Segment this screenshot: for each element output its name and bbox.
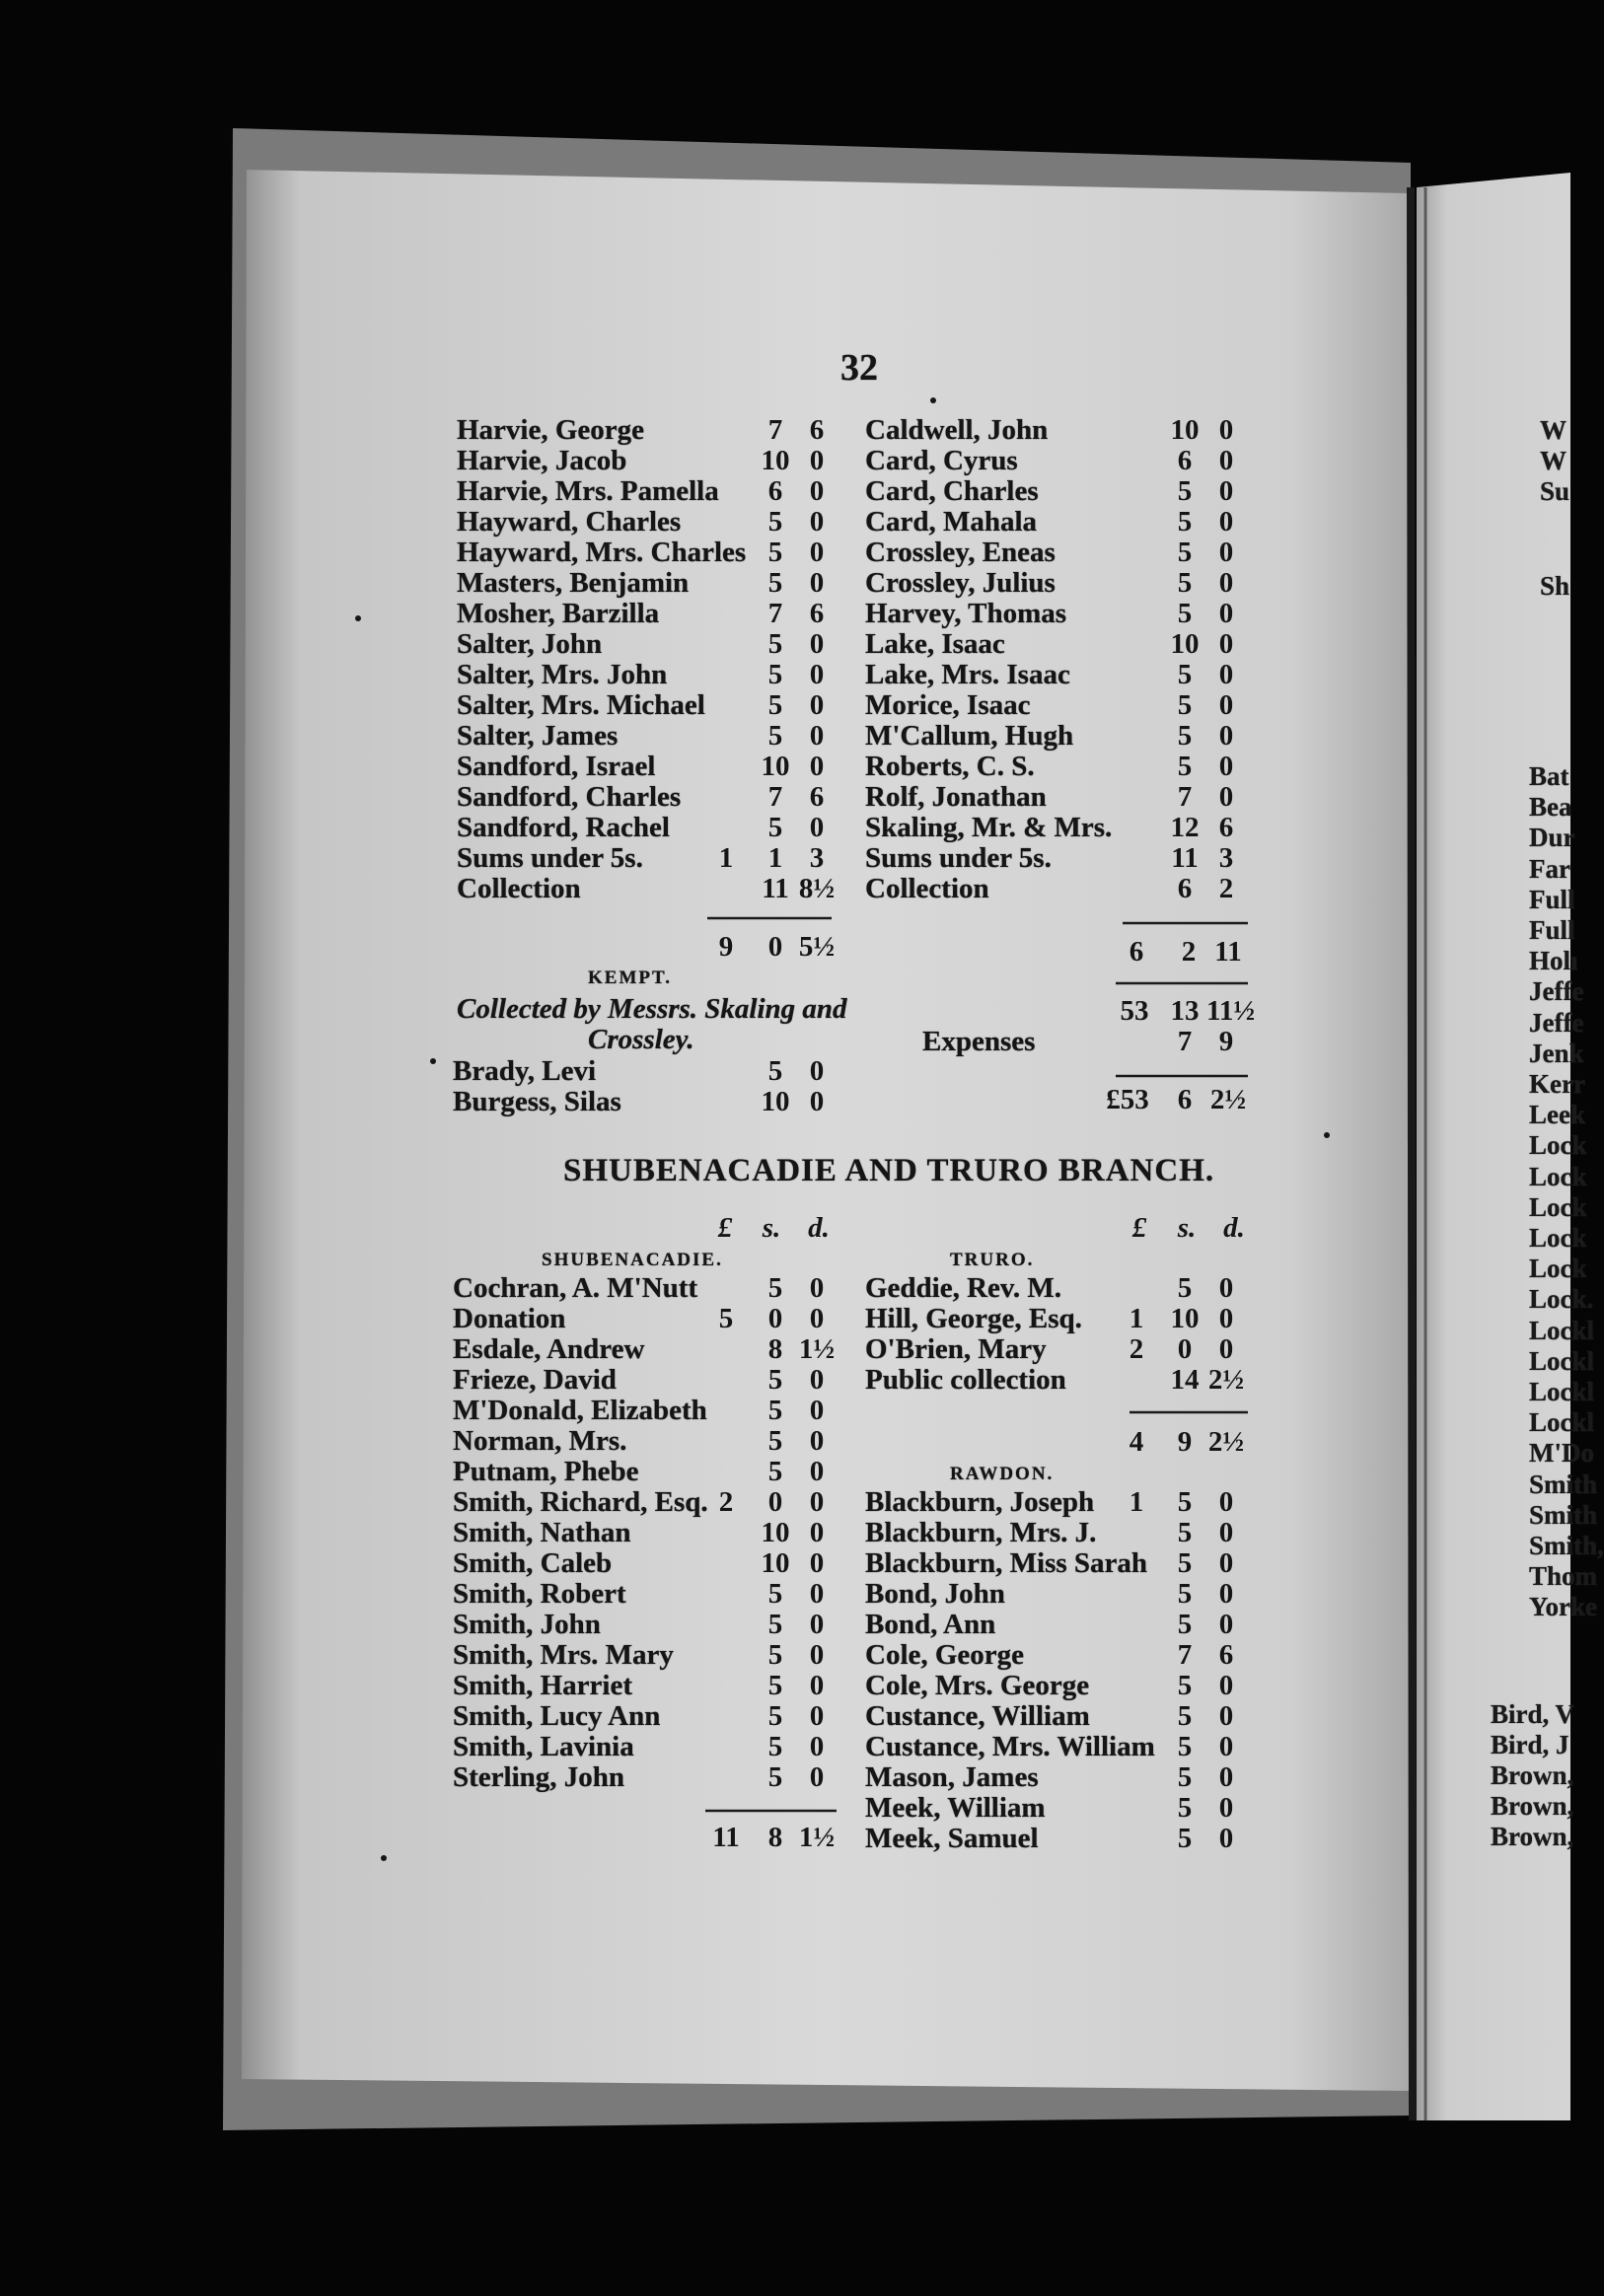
currency-shilling-left: s. bbox=[762, 1212, 781, 1244]
left-entry-name: Sums under 5s. bbox=[457, 842, 643, 874]
rawdon-entry-pence: 0 bbox=[1218, 1761, 1234, 1793]
truro-entry-shillings: 10 bbox=[1170, 1303, 1200, 1334]
left-entry-pounds: 1 bbox=[718, 842, 734, 874]
left-entry-pence: 6 bbox=[809, 414, 825, 446]
kempt-heading: KEMPT. bbox=[588, 968, 673, 988]
left-entry-pence: 0 bbox=[809, 506, 825, 538]
truro-entry-name: O'Brien, Mary bbox=[865, 1333, 1047, 1365]
facing-page-fragment: Lock. bbox=[1529, 1284, 1594, 1315]
right-entry-shillings: 5 bbox=[1177, 598, 1193, 629]
left-entry-shillings: 5 bbox=[767, 689, 783, 721]
left-entry-shillings: 6 bbox=[767, 475, 783, 507]
kempt-entry-name: Brady, Levi bbox=[453, 1055, 597, 1087]
right-entry-pence: 0 bbox=[1218, 506, 1234, 538]
left-entry-shillings: 1 bbox=[767, 842, 783, 874]
facing-page-fragment: Lock bbox=[1529, 1161, 1587, 1191]
right-entry-name: Skaling, Mr. & Mrs. bbox=[865, 812, 1113, 843]
rawdon-entry-pence: 0 bbox=[1218, 1670, 1234, 1701]
right-entry-pence: 0 bbox=[1218, 537, 1234, 568]
left-entry-pence: 0 bbox=[809, 689, 825, 721]
right-entry-pence: 0 bbox=[1218, 781, 1234, 813]
right-entry-name: Harvey, Thomas bbox=[865, 598, 1067, 629]
right-entry-shillings: 5 bbox=[1177, 567, 1193, 599]
facing-page-fragment: Lockl bbox=[1529, 1315, 1595, 1345]
right-entry-shillings: 12 bbox=[1170, 812, 1200, 843]
right-entry-pence: 0 bbox=[1218, 720, 1234, 752]
left-entry-pence: 3 bbox=[809, 842, 825, 874]
right-entry-name: Morice, Isaac bbox=[865, 689, 1031, 721]
rawdon-entry-pence: 0 bbox=[1218, 1823, 1234, 1854]
right-entry-shillings: 5 bbox=[1177, 475, 1193, 507]
shubenacadie-entry-name: Norman, Mrs. bbox=[453, 1425, 627, 1457]
shubenacadie-entry-shillings: 0 bbox=[767, 1486, 783, 1518]
shubenacadie-total-pence: 1½ bbox=[798, 1822, 836, 1853]
facing-page-fragment: Su bbox=[1540, 476, 1570, 506]
shubenacadie-total-shillings: 8 bbox=[767, 1822, 783, 1853]
facing-page-fragment: Jeffe bbox=[1529, 976, 1584, 1007]
right-entry-name: M'Callum, Hugh bbox=[865, 720, 1074, 752]
left-entry-pence: 0 bbox=[809, 812, 825, 843]
rawdon-entry-name: Meek, Samuel bbox=[865, 1823, 1039, 1854]
shubenacadie-entry-shillings: 5 bbox=[767, 1395, 783, 1426]
right-entry-shillings: 5 bbox=[1177, 537, 1193, 568]
left-entry-pence: 0 bbox=[809, 720, 825, 752]
left-entry-pence: 6 bbox=[809, 781, 825, 813]
right-entry-pence: 0 bbox=[1218, 751, 1234, 782]
right-entry-pence: 0 bbox=[1218, 598, 1234, 629]
shubenacadie-entry-shillings: 5 bbox=[767, 1731, 783, 1762]
shubenacadie-entry-name: Smith, Lavinia bbox=[453, 1731, 634, 1762]
left-entry-shillings: 10 bbox=[761, 751, 790, 782]
right-entry-shillings: 5 bbox=[1177, 751, 1193, 782]
rawdon-entry-shillings: 7 bbox=[1177, 1639, 1193, 1671]
kempt-entry-name: Burgess, Silas bbox=[453, 1086, 621, 1117]
rawdon-entry-shillings: 5 bbox=[1177, 1578, 1193, 1610]
right-entry-name: Caldwell, John bbox=[865, 414, 1049, 446]
right-entry-name: Card, Charles bbox=[865, 475, 1039, 507]
rawdon-entry-pence: 0 bbox=[1218, 1609, 1234, 1640]
facing-page-fragment: Full bbox=[1529, 915, 1575, 945]
rawdon-entry-pence: 0 bbox=[1218, 1731, 1234, 1762]
shubenacadie-entry-shillings: 5 bbox=[767, 1578, 783, 1610]
facing-page-fragment: Lock bbox=[1529, 1254, 1587, 1284]
right-entry-shillings: 10 bbox=[1170, 414, 1200, 446]
facing-page-fragment: Leek bbox=[1529, 1100, 1585, 1130]
facing-page-fragment: Dur bbox=[1529, 823, 1575, 853]
shubenacadie-entry-pence: 0 bbox=[809, 1303, 825, 1334]
facing-page-fragment: Smith, bbox=[1529, 1531, 1604, 1560]
rawdon-heading: RAWDON. bbox=[950, 1464, 1055, 1484]
left-entry-shillings: 5 bbox=[767, 812, 783, 843]
shubenacadie-entry-name: Smith, Richard, Esq. bbox=[453, 1486, 708, 1518]
rawdon-entry-shillings: 5 bbox=[1177, 1823, 1193, 1854]
shubenacadie-entry-shillings: 8 bbox=[767, 1333, 783, 1365]
rawdon-entry-name: Custance, William bbox=[865, 1700, 1090, 1732]
left-total-pounds: 9 bbox=[718, 931, 734, 963]
rawdon-entry-shillings: 5 bbox=[1177, 1761, 1193, 1793]
rawdon-entry-name: Blackburn, Miss Sarah bbox=[865, 1547, 1148, 1579]
truro-total-pence: 2½ bbox=[1207, 1426, 1245, 1458]
right-total-shillings: 13 bbox=[1170, 995, 1200, 1027]
right-entry-name: Lake, Mrs. Isaac bbox=[865, 659, 1070, 690]
right-entry-pence: 3 bbox=[1218, 842, 1234, 874]
rawdon-entry-name: Bond, Ann bbox=[865, 1609, 996, 1640]
shubenacadie-entry-pence: 0 bbox=[809, 1517, 825, 1548]
right-entry-pence: 0 bbox=[1218, 475, 1234, 507]
rawdon-entry-name: Blackburn, Joseph bbox=[865, 1486, 1095, 1518]
right-entry-shillings: 10 bbox=[1170, 628, 1200, 660]
shubenacadie-entry-shillings: 5 bbox=[767, 1670, 783, 1701]
currency-pound-left: £ bbox=[717, 1212, 733, 1244]
left-entry-shillings: 7 bbox=[767, 781, 783, 813]
truro-entry-pence: 0 bbox=[1218, 1272, 1234, 1304]
facing-page-fragment: Bat bbox=[1529, 761, 1569, 791]
left-entry-pence: 0 bbox=[809, 751, 825, 782]
left-entry-shillings: 5 bbox=[767, 537, 783, 568]
rawdon-entry-name: Custance, Mrs. William bbox=[865, 1731, 1155, 1762]
currency-pound-right: £ bbox=[1131, 1212, 1147, 1244]
shubenacadie-entry-pence: 0 bbox=[809, 1547, 825, 1579]
facing-page-fragment: Full bbox=[1529, 884, 1575, 914]
right-entry-pence: 0 bbox=[1218, 659, 1234, 690]
shubenacadie-entry-name: Cochran, A. M'Nutt bbox=[453, 1272, 698, 1304]
right-total-pence: 11½ bbox=[1206, 995, 1256, 1027]
facing-page-fragment: Brown, bbox=[1491, 1822, 1574, 1851]
left-entry-shillings: 5 bbox=[767, 659, 783, 690]
right-entry-name: Rolf, Jonathan bbox=[865, 781, 1047, 813]
rawdon-entry-name: Mason, James bbox=[865, 1761, 1039, 1793]
left-entry-pence: 0 bbox=[809, 628, 825, 660]
right-entry-pence: 0 bbox=[1218, 628, 1234, 660]
kempt-collected-line1: Collected by Messrs. Skaling and bbox=[457, 993, 847, 1025]
left-entry-name: Collection bbox=[457, 873, 581, 904]
shubenacadie-entry-shillings: 5 bbox=[767, 1272, 783, 1304]
left-entry-name: Hayward, Charles bbox=[457, 506, 682, 538]
shubenacadie-heading: SHUBENACADIE. bbox=[542, 1250, 723, 1270]
kempt-entry-pence: 0 bbox=[809, 1086, 825, 1117]
shubenacadie-entry-pence: 0 bbox=[809, 1731, 825, 1762]
facing-page-fragment: Brown, bbox=[1491, 1791, 1574, 1821]
right-entry-pence: 0 bbox=[1218, 445, 1234, 476]
left-entry-shillings: 5 bbox=[767, 628, 783, 660]
currency-shilling-right: s. bbox=[1177, 1212, 1197, 1244]
truro-entry-pence: 0 bbox=[1218, 1303, 1234, 1334]
currency-pence-right: d. bbox=[1223, 1212, 1245, 1244]
truro-entry-shillings: 5 bbox=[1177, 1272, 1193, 1304]
shubenacadie-entry-pence: 0 bbox=[809, 1364, 825, 1396]
facing-page-fragment: Bird, V bbox=[1491, 1699, 1575, 1729]
shubenacadie-entry-pounds: 5 bbox=[718, 1303, 734, 1334]
rawdon-entry-shillings: 5 bbox=[1177, 1670, 1193, 1701]
truro-entry-name: Public collection bbox=[865, 1364, 1066, 1396]
truro-total-shillings: 9 bbox=[1177, 1426, 1193, 1458]
right-subtotal-pounds: 6 bbox=[1129, 936, 1144, 968]
right-entry-name: Sums under 5s. bbox=[865, 842, 1052, 874]
facing-page-fragment: Kerr bbox=[1529, 1069, 1585, 1099]
right-entry-name: Crossley, Eneas bbox=[865, 537, 1056, 568]
left-entry-name: Hayward, Mrs. Charles bbox=[457, 537, 747, 568]
facing-page-fragment: Brown, bbox=[1491, 1760, 1574, 1790]
shubenacadie-entry-pence: 0 bbox=[809, 1272, 825, 1304]
shubenacadie-total-pounds: 11 bbox=[712, 1822, 740, 1853]
truro-entry-pounds: 2 bbox=[1129, 1333, 1144, 1365]
left-entry-name: Harvie, Mrs. Pamella bbox=[457, 475, 719, 507]
left-entry-shillings: 5 bbox=[767, 506, 783, 538]
rawdon-entry-name: Blackburn, Mrs. J. bbox=[865, 1517, 1097, 1548]
left-entry-pence: 0 bbox=[809, 445, 825, 476]
right-entry-name: Crossley, Julius bbox=[865, 567, 1056, 599]
shubenacadie-entry-name: M'Donald, Elizabeth bbox=[453, 1395, 707, 1426]
kempt-entry-shillings: 10 bbox=[761, 1086, 790, 1117]
shubenacadie-entry-name: Frieze, David bbox=[453, 1364, 617, 1396]
left-entry-pence: 6 bbox=[809, 598, 825, 629]
left-entry-shillings: 7 bbox=[767, 598, 783, 629]
shubenacadie-entry-shillings: 5 bbox=[767, 1609, 783, 1640]
grand-total-pounds: £53 bbox=[1106, 1084, 1149, 1115]
rawdon-entry-shillings: 5 bbox=[1177, 1547, 1193, 1579]
right-subtotal-pence: 11 bbox=[1214, 936, 1242, 968]
rawdon-entry-pounds: 1 bbox=[1129, 1486, 1144, 1518]
expenses-shillings: 7 bbox=[1177, 1026, 1193, 1057]
right-entry-shillings: 5 bbox=[1177, 506, 1193, 538]
rawdon-entry-pence: 0 bbox=[1218, 1517, 1234, 1548]
right-total-pounds: 53 bbox=[1120, 995, 1149, 1027]
currency-pence-left: d. bbox=[808, 1212, 830, 1244]
truro-entry-pence: 0 bbox=[1218, 1333, 1234, 1365]
facing-page-fragment: W bbox=[1540, 415, 1567, 445]
facing-page-fragment: Smith bbox=[1529, 1499, 1598, 1530]
shubenacadie-entry-name: Esdale, Andrew bbox=[453, 1333, 645, 1365]
right-entry-shillings: 5 bbox=[1177, 659, 1193, 690]
right-entry-shillings: 11 bbox=[1171, 842, 1199, 874]
rawdon-entry-name: Bond, John bbox=[865, 1578, 1005, 1610]
branch-title-text: SHUBENACADIE AND TRURO BRANCH. bbox=[563, 1153, 1215, 1188]
shubenacadie-entry-name: Smith, Lucy Ann bbox=[453, 1700, 661, 1732]
shubenacadie-entry-shillings: 5 bbox=[767, 1456, 783, 1487]
left-page bbox=[242, 170, 1409, 2091]
right-entry-name: Roberts, C. S. bbox=[865, 751, 1035, 782]
right-subtotal-shillings: 2 bbox=[1181, 936, 1197, 968]
shubenacadie-entry-pence: 0 bbox=[809, 1395, 825, 1426]
facing-page-fragment: Bea bbox=[1529, 792, 1572, 823]
shubenacadie-entry-name: Smith, Nathan bbox=[453, 1517, 631, 1548]
right-entry-shillings: 6 bbox=[1177, 873, 1193, 904]
right-entry-name: Card, Cyrus bbox=[865, 445, 1018, 476]
shubenacadie-entry-pence: 0 bbox=[809, 1425, 825, 1457]
rawdon-entry-shillings: 5 bbox=[1177, 1486, 1193, 1518]
shubenacadie-entry-name: Donation bbox=[453, 1303, 566, 1334]
shubenacadie-entry-name: Smith, John bbox=[453, 1609, 601, 1640]
facing-page-fragment: Far bbox=[1529, 853, 1570, 884]
truro-entry-shillings: 14 bbox=[1170, 1364, 1200, 1396]
shubenacadie-entry-pence: 0 bbox=[809, 1670, 825, 1701]
shubenacadie-entry-shillings: 0 bbox=[767, 1303, 783, 1334]
shubenacadie-entry-shillings: 10 bbox=[761, 1517, 790, 1548]
facing-page-fragment: Lockl bbox=[1529, 1407, 1595, 1438]
kempt-entry-pence: 0 bbox=[809, 1055, 825, 1087]
grand-total-pence: 2½ bbox=[1209, 1084, 1247, 1115]
expenses-label: Expenses bbox=[922, 1026, 1036, 1057]
facing-page-fragment: Lock bbox=[1529, 1223, 1587, 1253]
right-entry-shillings: 7 bbox=[1177, 781, 1193, 813]
kempt-collected-line2: Crossley. bbox=[588, 1024, 694, 1055]
left-entry-shillings: 7 bbox=[767, 414, 783, 446]
rawdon-entry-name: Cole, George bbox=[865, 1639, 1025, 1671]
facing-page-fragment: Bird, J bbox=[1491, 1730, 1569, 1759]
left-entry-name: Salter, John bbox=[457, 628, 603, 660]
truro-entry-shillings: 0 bbox=[1177, 1333, 1193, 1365]
right-entry-pence: 0 bbox=[1218, 689, 1234, 721]
shubenacadie-entry-name: Smith, Caleb bbox=[453, 1547, 613, 1579]
left-total-shillings: 0 bbox=[767, 931, 783, 963]
left-entry-name: Masters, Benjamin bbox=[457, 567, 690, 599]
rawdon-entry-pence: 0 bbox=[1218, 1700, 1234, 1732]
facing-page-fragment: Lockl bbox=[1529, 1377, 1595, 1406]
left-entry-shillings: 5 bbox=[767, 720, 783, 752]
shubenacadie-entry-pence: 0 bbox=[809, 1578, 825, 1610]
grand-total-shillings: 6 bbox=[1177, 1084, 1193, 1115]
shubenacadie-entry-shillings: 5 bbox=[767, 1639, 783, 1671]
page-number: 32 bbox=[840, 347, 878, 389]
shubenacadie-entry-pence: 0 bbox=[809, 1761, 825, 1793]
right-entry-name: Collection bbox=[865, 873, 989, 904]
shubenacadie-entry-name: Sterling, John bbox=[453, 1761, 625, 1793]
rawdon-entry-pence: 6 bbox=[1218, 1639, 1234, 1671]
left-entry-name: Mosher, Barzilla bbox=[457, 598, 660, 629]
rawdon-entry-name: Cole, Mrs. George bbox=[865, 1670, 1090, 1701]
left-entry-pence: 8½ bbox=[798, 873, 836, 904]
right-entry-pence: 2 bbox=[1218, 873, 1234, 904]
book-gutter bbox=[1411, 187, 1413, 2120]
facing-page-fragment: M'Do bbox=[1529, 1438, 1594, 1469]
right-entry-shillings: 5 bbox=[1177, 689, 1193, 721]
left-entry-name: Harvie, George bbox=[457, 414, 645, 446]
shubenacadie-entry-name: Smith, Mrs. Mary bbox=[453, 1639, 674, 1671]
facing-page-fragment: Thom bbox=[1529, 1561, 1598, 1592]
left-entry-name: Salter, Mrs. Michael bbox=[457, 689, 705, 721]
shubenacadie-entry-name: Putnam, Phebe bbox=[453, 1456, 639, 1487]
shubenacadie-entry-shillings: 5 bbox=[767, 1700, 783, 1732]
rawdon-entry-pence: 0 bbox=[1218, 1578, 1234, 1610]
shubenacadie-entry-pence: 0 bbox=[809, 1486, 825, 1518]
shubenacadie-entry-shillings: 5 bbox=[767, 1761, 783, 1793]
truro-entry-name: Hill, George, Esq. bbox=[865, 1303, 1082, 1334]
left-entry-name: Sandford, Rachel bbox=[457, 812, 670, 843]
rawdon-entry-shillings: 5 bbox=[1177, 1792, 1193, 1824]
left-entry-name: Sandford, Israel bbox=[457, 751, 656, 782]
right-entry-name: Lake, Isaac bbox=[865, 628, 1005, 660]
right-entry-shillings: 6 bbox=[1177, 445, 1193, 476]
truro-entry-name: Geddie, Rev. M. bbox=[865, 1272, 1061, 1304]
facing-page-fragment: Jenk bbox=[1529, 1038, 1584, 1068]
facing-page-fragment: Jeffe bbox=[1529, 1007, 1584, 1038]
rawdon-entry-shillings: 5 bbox=[1177, 1609, 1193, 1640]
shubenacadie-entry-pence: 0 bbox=[809, 1700, 825, 1732]
facing-page-fragment: Yorke bbox=[1529, 1592, 1597, 1622]
shubenacadie-entry-pence: 1½ bbox=[798, 1333, 836, 1365]
facing-page-fragment: Lock bbox=[1529, 1130, 1587, 1161]
facing-page-fragment: Holı bbox=[1529, 946, 1578, 976]
facing-page-fragment: Sh bbox=[1540, 571, 1570, 601]
shubenacadie-entry-pence: 0 bbox=[809, 1609, 825, 1640]
shubenacadie-entry-name: Smith, Robert bbox=[453, 1578, 626, 1610]
left-entry-pence: 0 bbox=[809, 537, 825, 568]
left-entry-pence: 0 bbox=[809, 567, 825, 599]
shubenacadie-entry-shillings: 5 bbox=[767, 1425, 783, 1457]
left-entry-name: Harvie, Jacob bbox=[457, 445, 627, 476]
rawdon-entry-pence: 0 bbox=[1218, 1547, 1234, 1579]
shubenacadie-entry-shillings: 10 bbox=[761, 1547, 790, 1579]
left-entry-shillings: 10 bbox=[761, 445, 790, 476]
facing-page bbox=[1417, 173, 1570, 2120]
right-entry-pence: 0 bbox=[1218, 567, 1234, 599]
rawdon-entry-name: Meek, William bbox=[865, 1792, 1046, 1824]
right-entry-shillings: 5 bbox=[1177, 720, 1193, 752]
facing-page-fragment: W bbox=[1540, 446, 1567, 475]
truro-entry-pence: 2½ bbox=[1207, 1364, 1245, 1396]
rawdon-entry-shillings: 5 bbox=[1177, 1731, 1193, 1762]
right-entry-name: Card, Mahala bbox=[865, 506, 1037, 538]
left-entry-pence: 0 bbox=[809, 475, 825, 507]
rawdon-entry-shillings: 5 bbox=[1177, 1700, 1193, 1732]
truro-heading: TRURO. bbox=[950, 1250, 1035, 1270]
truro-entry-pounds: 1 bbox=[1129, 1303, 1144, 1334]
left-entry-pence: 0 bbox=[809, 659, 825, 690]
left-entry-name: Salter, James bbox=[457, 720, 619, 752]
shubenacadie-entry-pence: 0 bbox=[809, 1639, 825, 1671]
rawdon-entry-shillings: 5 bbox=[1177, 1517, 1193, 1548]
left-entry-name: Salter, Mrs. John bbox=[457, 659, 668, 690]
left-total-pence: 5½ bbox=[798, 931, 836, 963]
expenses-pence: 9 bbox=[1218, 1026, 1234, 1057]
shubenacadie-entry-name: Smith, Harriet bbox=[453, 1670, 633, 1701]
facing-page-fragment: Lockl bbox=[1529, 1345, 1595, 1376]
rawdon-entry-pence: 0 bbox=[1218, 1792, 1234, 1824]
kempt-entry-shillings: 5 bbox=[767, 1055, 783, 1087]
rawdon-entry-pence: 0 bbox=[1218, 1486, 1234, 1518]
right-entry-pence: 0 bbox=[1218, 414, 1234, 446]
truro-total-pounds: 4 bbox=[1129, 1426, 1144, 1458]
facing-page-fragment: Lock bbox=[1529, 1191, 1587, 1222]
left-entry-name: Sandford, Charles bbox=[457, 781, 682, 813]
left-entry-shillings: 11 bbox=[762, 873, 789, 904]
shubenacadie-entry-shillings: 5 bbox=[767, 1364, 783, 1396]
shubenacadie-entry-pounds: 2 bbox=[718, 1486, 734, 1518]
left-entry-shillings: 5 bbox=[767, 567, 783, 599]
facing-page-fragment: Smith bbox=[1529, 1469, 1598, 1499]
shubenacadie-entry-pence: 0 bbox=[809, 1456, 825, 1487]
right-entry-pence: 6 bbox=[1218, 812, 1234, 843]
